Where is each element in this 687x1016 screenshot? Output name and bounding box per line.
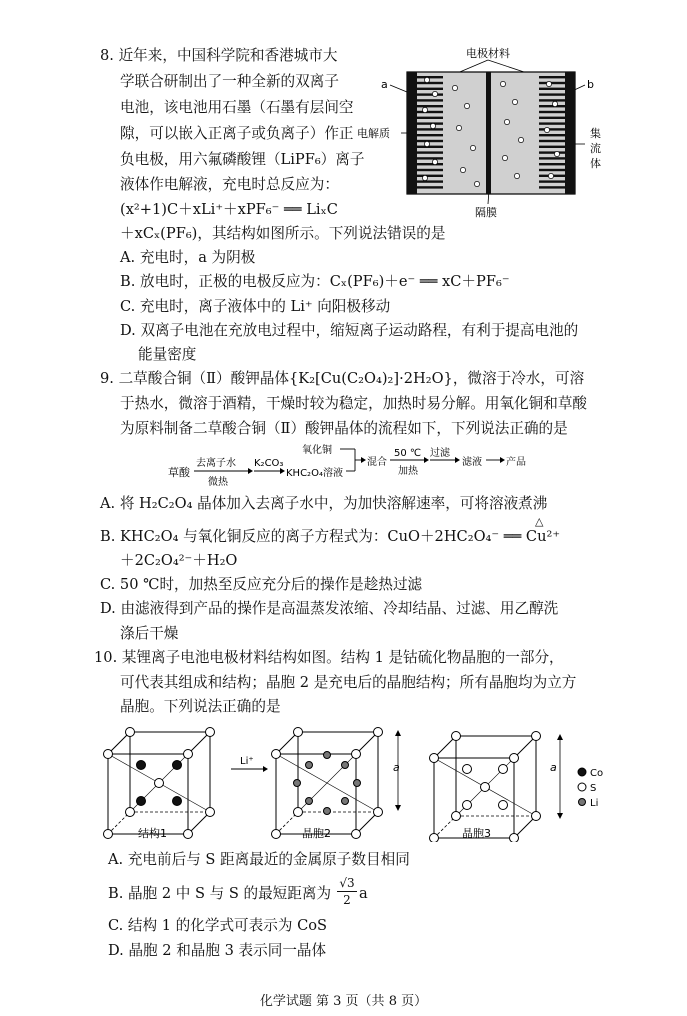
structure-1-cube [104, 728, 215, 839]
ion [552, 101, 557, 106]
atom-s [463, 801, 472, 810]
ion [464, 103, 469, 108]
legend-co: Co [590, 768, 604, 779]
ion [544, 127, 549, 132]
graphite-layer [539, 88, 565, 90]
q10-option-a: A. 充电前后与 S 距离最近的金属原子数目相同 [108, 851, 410, 868]
flow-deionized-water: 去离子水 [196, 458, 236, 469]
atom-s [272, 830, 281, 839]
q10-option-d: D. 晶胞 2 和晶胞 3 表示同一晶体 [108, 942, 327, 959]
graphite-layer [417, 93, 443, 95]
atom-co [137, 761, 146, 770]
graphite-layer [417, 117, 443, 119]
flow-product: 产品 [506, 457, 526, 468]
graphite-layer [417, 76, 443, 78]
q10-option-c: C. 结构 1 的化学式可表示为 CoS [108, 917, 328, 934]
atom-li [294, 780, 301, 787]
q8-option-a: A. 充电时，a 为阴极 [120, 249, 256, 266]
graphite-layer [539, 93, 565, 95]
ion [424, 77, 429, 82]
graphite-layer [417, 140, 443, 142]
membrane-label: 隔膜 [475, 206, 497, 219]
graphite-layer [417, 146, 443, 148]
atom-li [342, 798, 349, 805]
q9-option-d-cont: 涤后干燥 [120, 625, 179, 642]
atom-li [354, 780, 361, 787]
ion [456, 125, 461, 130]
ion [474, 181, 479, 186]
ion [460, 167, 465, 172]
legend-li: Li [590, 798, 599, 809]
q8-line-1: 8. 近年来，中国科学院和香港城市大 [100, 47, 338, 64]
q8-line-6: 液体作电解液，充电时总反应为： [120, 176, 339, 193]
atom-s [184, 830, 193, 839]
ion [422, 107, 427, 112]
fraction-bar [337, 891, 357, 892]
atom-s [481, 783, 490, 792]
cell2-edge-a: a [393, 761, 400, 774]
ion [546, 81, 551, 86]
graphite-layer [539, 128, 565, 130]
atom-li [306, 798, 313, 805]
graphite-layer [539, 151, 565, 153]
atom-li [342, 762, 349, 769]
graphite-layer [417, 175, 443, 177]
fraction-numerator: √3 [339, 876, 355, 890]
q8-line-2: 学联合研制出了一种全新的双离子 [120, 73, 339, 90]
atom-s [430, 754, 439, 763]
graphite-layer [417, 151, 443, 153]
atom-li [324, 808, 331, 815]
q9-option-d: D. 由滤液得到产品的操作是高温蒸发浓缩、冷却结晶、过滤、用乙醇洗 [100, 600, 559, 617]
ion [432, 91, 437, 96]
page-footer: 化学试题 第 3 页（共 8 页） [259, 994, 428, 1009]
graphite-layer [417, 186, 443, 188]
graphite-layer [417, 88, 443, 90]
atom-s [184, 750, 193, 759]
q10-option-b: B. 晶胞 2 中 S 与 S 的最短距离为 [108, 885, 332, 902]
graphite-layer [539, 105, 565, 107]
li-arrow-label: Li⁺ [240, 756, 254, 767]
q8-line-4: 隙，可以嵌入正离子或负离子）作正 [120, 125, 354, 142]
caption-structure-1: 结构1 [138, 827, 167, 840]
ion [514, 173, 519, 178]
atom-li [306, 762, 313, 769]
fraction-unit: a [359, 885, 368, 902]
q9-option-c: C. 50 ℃时，加热至反应充分后的操作是趁热过滤 [100, 576, 423, 593]
q9-option-b: B. KHC₂O₄ 与氧化铜反应的离子方程式为：CuO＋2HC₂O₄⁻ ══ Cu²⁺ [100, 528, 561, 545]
q9-line-2: 于热水，微溶于酒精，干燥时较为稳定，加热时易分解。用氧化铜和草酸 [120, 395, 588, 412]
graphite-layer [539, 180, 565, 182]
atom-co [173, 797, 182, 806]
ion [500, 81, 505, 86]
atom-s [430, 834, 439, 843]
graphite-layer [539, 186, 565, 188]
flow-slight-heat: 微热 [208, 477, 228, 488]
electrode-a-label: a [381, 78, 388, 91]
crystal-structure-figure [98, 724, 618, 842]
legend-s-marker [578, 783, 586, 791]
legend-co-marker [578, 768, 586, 776]
atom-co [137, 797, 146, 806]
flow-heating: 加热 [398, 466, 418, 477]
q9-option-b-cont: ＋2C₂O₄²⁻＋H₂O [120, 552, 238, 569]
synthesis-flow-diagram [150, 438, 550, 490]
graphite-layer [539, 82, 565, 84]
battery-structure-diagram [355, 44, 640, 222]
graphite-layer [539, 157, 565, 159]
atom-s [374, 808, 383, 817]
flow-filter: 过滤 [430, 448, 450, 459]
flow-oxalic-acid: 草酸 [168, 466, 190, 479]
unit-cell-2-cube [272, 728, 383, 839]
flow-filtrate: 滤液 [462, 457, 482, 468]
collector-char-3: 体 [590, 157, 601, 170]
graphite-layer [417, 105, 443, 107]
q9-line-3: 为原料制备二草酸合铜（Ⅱ）酸钾晶体的流程如下，下列说法正确的是 [120, 420, 568, 437]
graphite-layer [417, 99, 443, 101]
graphite-layer [417, 134, 443, 136]
ion [504, 119, 509, 124]
collector-char-2: 流 [590, 142, 601, 155]
cell3-edge-a: a [550, 761, 557, 774]
legend-li-marker [579, 799, 586, 806]
q9-option-a: A. 将 H₂C₂O₄ 晶体加入去离子水中，为加快溶解速率，可将溶液煮沸 [100, 495, 548, 512]
graphite-layer [539, 99, 565, 101]
ion [554, 151, 559, 156]
atom-s [532, 812, 541, 821]
atom-s [294, 808, 303, 817]
q8-option-d-cont: 能量密度 [138, 346, 197, 363]
atom-s [126, 728, 135, 737]
graphite-layer [539, 169, 565, 171]
graphite-layer [539, 134, 565, 136]
ion [470, 145, 475, 150]
ion [502, 155, 507, 160]
atom-s [463, 765, 472, 774]
graphite-layer [417, 157, 443, 159]
graphite-layer [417, 169, 443, 171]
atom-s [104, 830, 113, 839]
flow-k2co3: K₂CO₃ [254, 458, 284, 469]
graphite-layer [539, 122, 565, 124]
heat-symbol: △ [535, 515, 544, 528]
atom-s [499, 801, 508, 810]
atom-s [126, 808, 135, 817]
atom-s [532, 732, 541, 741]
atom-s [294, 728, 303, 737]
graphite-layer [539, 117, 565, 119]
atom-s [104, 750, 113, 759]
electrode-material-label: 电极材料 [466, 47, 510, 60]
q10-line-3: 晶胞。下列说法正确的是 [120, 698, 281, 715]
graphite-layer [539, 146, 565, 148]
q8-line-3: 电池，该电池用石墨（石墨有层间空 [120, 99, 354, 116]
graphite-layer [539, 140, 565, 142]
electrolyte-label: 电解质 [357, 127, 390, 140]
ion [432, 159, 437, 164]
graphite-layer [417, 122, 443, 124]
atom-s [272, 750, 281, 759]
atom-s [206, 728, 215, 737]
graphite-layer [417, 163, 443, 165]
flow-mix: 混合 [367, 457, 387, 468]
caption-unit-cell-3: 晶胞3 [462, 827, 491, 840]
graphite-layer [539, 111, 565, 113]
flow-50c: 50 ℃ [394, 448, 422, 459]
atom-s [155, 779, 164, 788]
caption-unit-cell-2: 晶胞2 [302, 827, 331, 840]
legend-s: S [590, 783, 597, 794]
ion [452, 85, 457, 90]
graphite-layer [417, 128, 443, 130]
atom-s [510, 834, 519, 843]
fraction-denominator: 2 [343, 893, 351, 907]
graphite-layer [417, 111, 443, 113]
atom-s [452, 732, 461, 741]
atom-li [324, 752, 331, 759]
ion [518, 137, 523, 142]
ion [430, 123, 435, 128]
q8-option-b: B. 放电时，正极的电极反应为：Cₓ(PF₆)＋e⁻ ══ xC＋PF₆⁻ [120, 273, 510, 290]
atom-s [499, 765, 508, 774]
graphite-layer [539, 163, 565, 165]
atom-s [352, 830, 361, 839]
atom-s [352, 750, 361, 759]
ion [512, 99, 517, 104]
ion [422, 175, 427, 180]
atom-s [452, 812, 461, 821]
q10-line-1: 10. 某锂离子电池电极材料结构如图。结构 1 是钴硫化物晶胞的一部分， [94, 649, 564, 666]
atom-s [510, 754, 519, 763]
q8-line-8: ＋xCₓ(PF₆)，其结构如图所示。下列说法错误的是 [120, 225, 446, 242]
q9-line-1: 9. 二草酸合铜（Ⅱ）酸钾晶体{K₂[Cu(C₂O₄)₂]·2H₂O}，微溶于冷水，可溶 [100, 370, 585, 387]
collector-char-1: 集 [590, 127, 601, 140]
q10-line-2: 可代表其组成和结构；晶胞 2 是充电后的晶胞结构；所有晶胞均为立方 [120, 674, 577, 691]
atom-s [206, 808, 215, 817]
q8-line-7: (x²+1)C＋xLi⁺＋xPF₆⁻ ══ LiₓC [120, 201, 338, 218]
graphite-layer [539, 76, 565, 78]
q8-option-c: C. 充电时，离子液体中的 Li⁺ 向阳极移动 [120, 298, 391, 315]
electrode-b-label: b [587, 78, 594, 91]
q8-option-d: D. 双离子电池在充放电过程中，缩短离子运动路程，有利于提高电池的 [120, 322, 579, 339]
flow-khc2o4-solution: KHC₂O₄溶液 [286, 468, 343, 479]
atom-co [173, 761, 182, 770]
ion [424, 141, 429, 146]
graphite-layer [417, 82, 443, 84]
graphite-layer [417, 180, 443, 182]
flow-copper-oxide: 氧化铜 [302, 445, 332, 456]
q8-line-5: 负电极，用六氟磷酸锂（LiPF₆）离子 [120, 151, 365, 168]
unit-cell-3-cube [430, 732, 541, 843]
ion [548, 173, 553, 178]
atom-s [374, 728, 383, 737]
